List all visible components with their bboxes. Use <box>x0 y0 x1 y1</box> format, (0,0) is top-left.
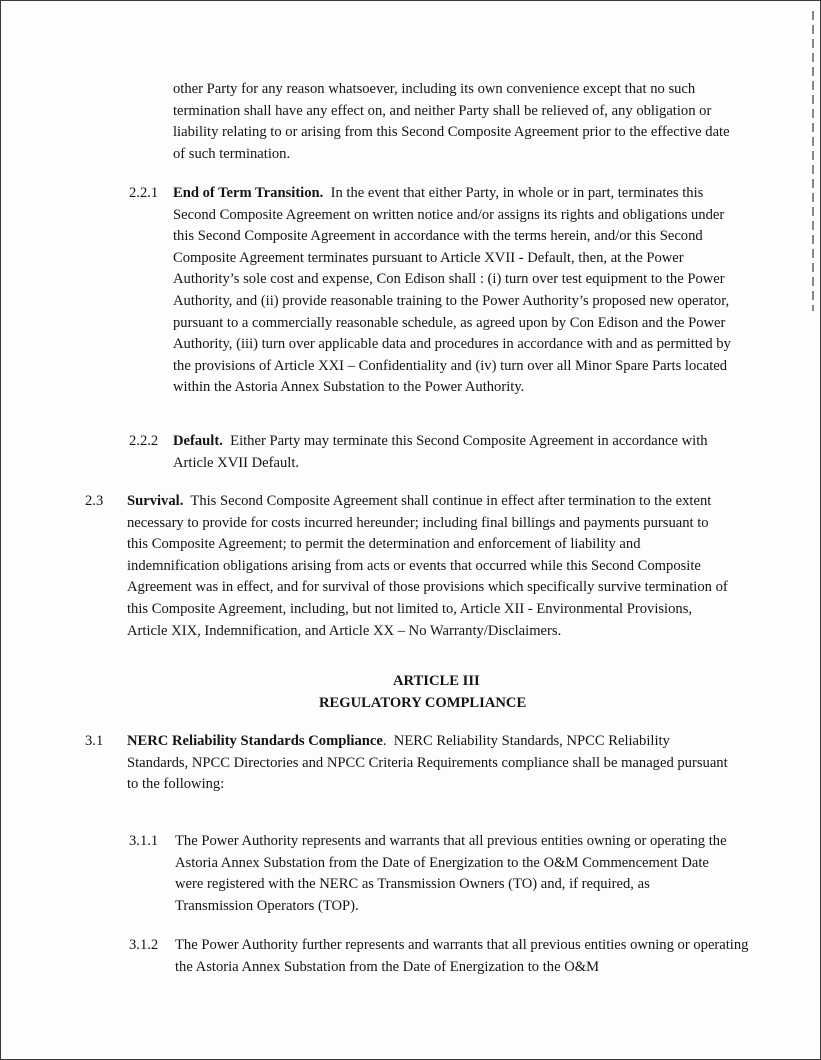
section-3-1-title: NERC Reliability Standards Compliance <box>127 733 383 749</box>
article-label: ARTICLE III <box>393 673 480 689</box>
continuation-paragraph <box>173 79 733 165</box>
section-3-1-2-number: 3.1.2 <box>129 937 159 953</box>
article-title: REGULATORY COMPLIANCE <box>319 695 527 711</box>
section-3-1-1-number: 3.1.1 <box>129 833 159 849</box>
section-2-3-title: Survival. <box>127 493 184 509</box>
section-2-2-2-title: Default. <box>173 433 223 449</box>
section-3-1-1-paragraph <box>175 831 731 917</box>
section-2-3-paragraph <box>127 491 731 642</box>
section-3-1-2-text: The Power Authority further represents and warrants that all previous entities owning or operating the Astoria Annex Substation from the Date of Energization to the O&M <box>175 937 749 975</box>
section-2-2-2-text: Either Party may terminate this Second Composite Agreement in accordance with Article XVII Default. <box>173 433 708 471</box>
section-3-1-2-paragraph <box>175 935 755 978</box>
section-3-1-1-text: The Power Authority represents and warrants that all previous entities owning or operating the Astoria Annex Substation from the Date of Energization to the O&M Commencement Date were registered with the NERC as Transmission Owners (TO) and, if required, as Transmission Operators (TOP). <box>175 833 727 914</box>
section-2-2-2-paragraph <box>173 431 733 474</box>
section-3-1-title-punct: . <box>382 733 387 749</box>
section-2-3-number: 2.3 <box>85 493 104 509</box>
section-2-2-1-text: In the event that either Party, in whole or in part, terminates this Second Composite Agreement on written notice and/or assigns its rights and obligations under this Second Composite Agreement in accordance with the terms herein, and/or this Second Composite Agreement terminates pursuant to Article XVII - Default, then, at the Power Authority’s sole cost and expense, Con Edison shall : (i) turn over test equipment to the Power Authority, and (ii) provide reasonable training to the Power Authority’s proposed new operator, pursuant to a commercially reasonable schedule, as agreed upon by Con Edison and the Power Authority, (iii) turn over applicable data and procedures in accordance with and as permitted by the provisions of Article XXI – Confidentiality and (iv) turn over all Minor Spare Parts located within the Astoria Annex Substation to the Power Authority. <box>173 185 731 396</box>
section-3-1-paragraph <box>127 731 731 796</box>
section-2-2-1-title: End of Term Transition. <box>173 185 324 201</box>
scan-edge-mark <box>812 11 814 311</box>
section-2-3-text: This Second Composite Agreement shall continue in effect after termination to the extent necessary to provide for costs incurred hereunder; including final billings and payments pursuant to this Composite Agreement; to permit the determination and enforcement of liability and indemnification obligations arising from acts or events that occurred while this Second Composite Agreement was in effect, and for survival of those provisions which specifically survive termination of this Composite Agreement, including, but not limited to, Article XII - Environmental Provisions, Article XIX, Indemnification, and Article XX – No Warranty/Disclaimers. <box>127 493 728 639</box>
section-2-2-1-number: 2.2.1 <box>129 185 159 201</box>
section-3-1-number: 3.1 <box>85 733 104 749</box>
continuation-text: other Party for any reason whatsoever, including its own convenience except that no such termination shall have any effect on, and neither Party shall be relieved of, any obligation or liability relating to or arising from this Second Composite Agreement prior to the effective date of such termination. <box>173 81 730 162</box>
section-3-1-text: NERC Reliability Standards, NPCC Reliability Standards, NPCC Directories and NPCC Criteria Requirements compliance shall be managed pursuant to the following: <box>127 733 728 793</box>
section-2-2-2-number: 2.2.2 <box>129 433 159 449</box>
section-2-2-1-paragraph <box>173 183 735 399</box>
